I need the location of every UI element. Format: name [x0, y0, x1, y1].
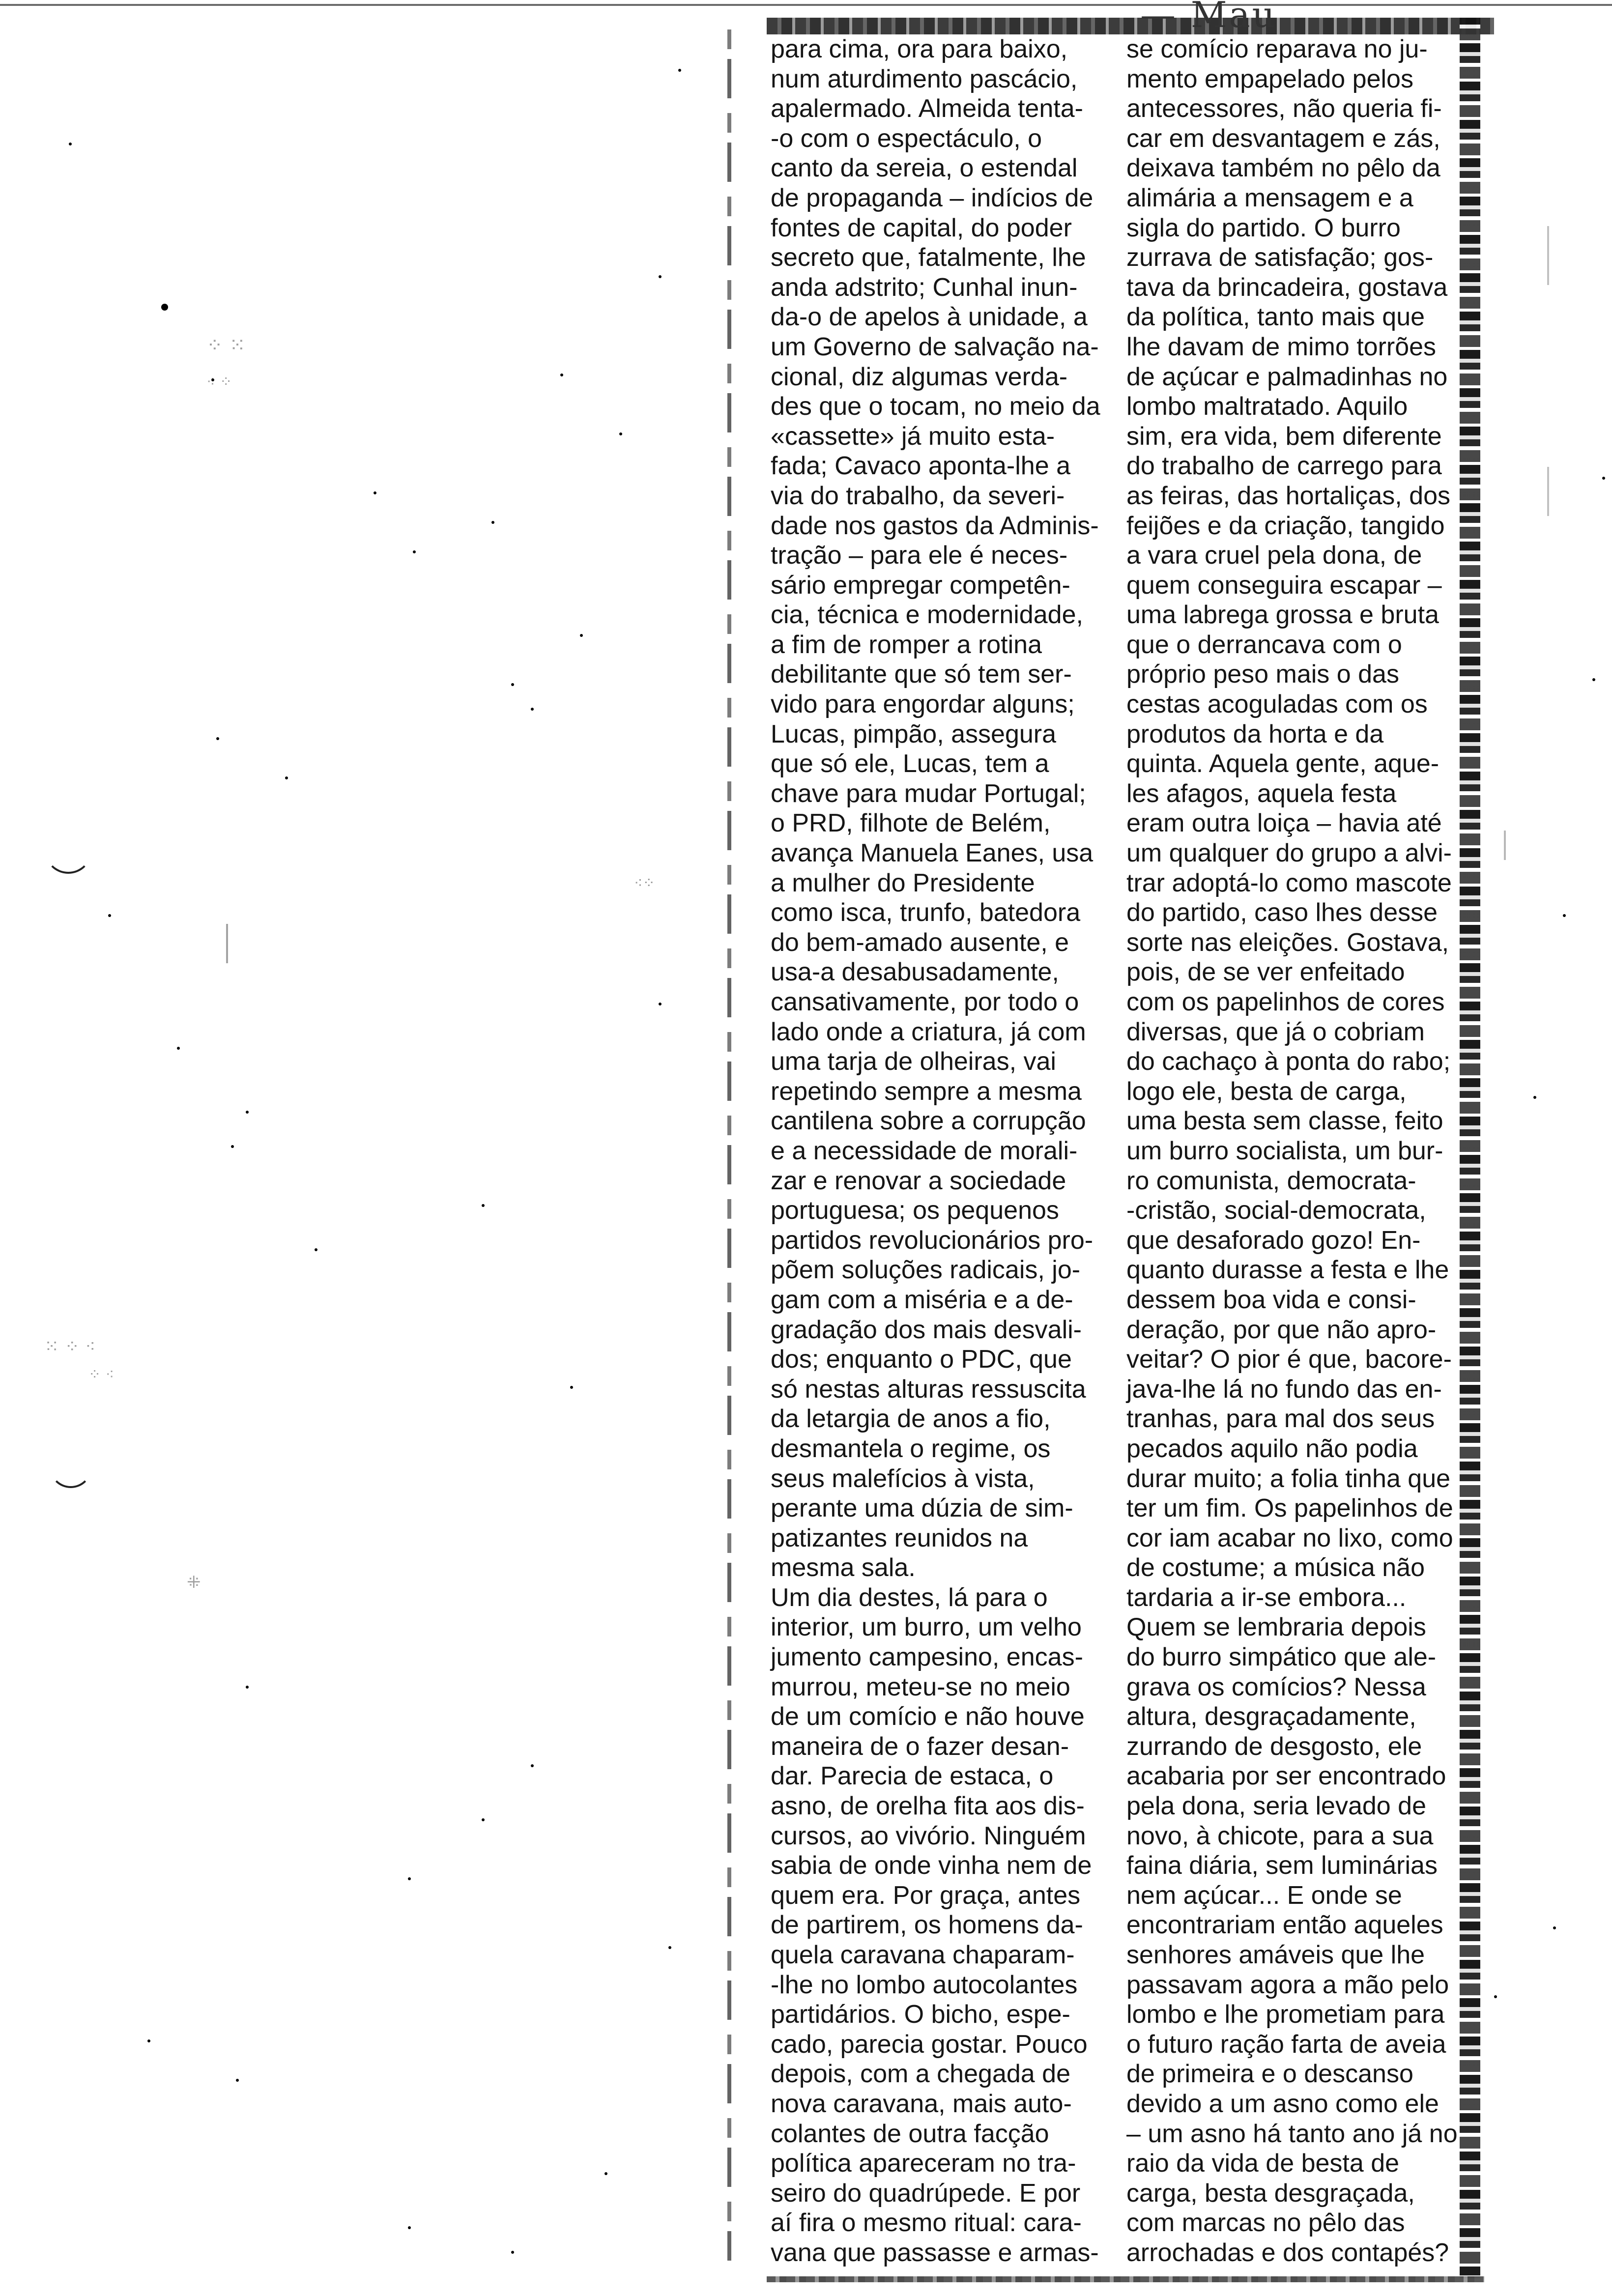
- scan-speck: [678, 69, 681, 72]
- scan-speck: [570, 1386, 573, 1389]
- scan-speck: [231, 1145, 234, 1148]
- scan-speck: [491, 521, 494, 524]
- column-right-paragraph-1: se comício reparava no ju- mento empapelado pelos antecessores, não queria fi- car em desvantagem e zás, deixava também no pêlo da alimária a mensagem e a sigla do partido. O burro zurrava de satisfação; gos- tava da brincadeira, gostava da política, tanto mais que lhe davam de mimo torrões de açúcar e palmadinhas no lombo maltratado. Aquilo sim, era vida, bem diferente do trabalho de carrego para as feiras, das hortaliças, dos feijões e da criação, tangido a vara cruel pela dona, de quem conseguira escapar – uma labrega grossa e bruta que o derrancava com o próprio peso mais o das cestas acoguladas com os produtos da horta e da quinta. Aquela gente, aque- les afagos, aquela festa eram outra loiça – havia até um qualquer do grupo a alvi- trar adoptá-lo como mascote do partido, caso lhes desse sorte nas eleições. Gostava, pois, de se ver enfeitado com os papelinhos de cores diversas, que já o cobriam do cachaço à ponta do rabo; logo ele, besta de carga, uma besta sem classe, feito um burro socialista, um bur- ro comunista, democrata- -cristão, social-democrata, que desaforado gozo! En- quanto durasse a festa e lhe dessem boa vida e consi- deração, por que não apro- veitar? O pior é que, bacore- java-lhe lá no fundo das en- tranhas, para mal dos seus pecados aquilo não podia durar muito; a folia tinha que ter um fim. Os papelinhos de cor iam acabar no lixo, como de costume; a música não tardaria a ir-se embora... Quem se lembraria depois do burro simpático que ale- grava os comícios? Nessa altura, desgraçadamente, zurrando de desgosto, ele acabaria por ser encontrado pela dona, seria levado de novo, à chicote, para a sua faina diária, sem luminárias nem açúcar... E onde se encontrariam então aqueles senhores amáveis que lhe passavam agora a mão pelo lombo e lhe prometiam para o futuro ração farta de aveia de primeira e o descanso devido a um asno como ele – um asno há tanto ano já no raio da vida de besta de carga, besta desgraçada, com marcas no pêlo das arrochadas e dos contapés?: [1126, 35, 1458, 2267]
- scan-speck: [108, 914, 111, 917]
- scan-speck: [560, 373, 563, 376]
- scan-speck: [531, 1764, 534, 1767]
- scan-noise-cluster: ⁘ ⁙: [206, 334, 246, 357]
- scan-speck: [147, 2039, 150, 2042]
- scan-speck: [1563, 914, 1566, 917]
- scan-speck: [315, 1248, 317, 1251]
- scan-speck: [246, 1111, 249, 1114]
- scan-speck: [619, 432, 622, 435]
- scan-speck: [1494, 1995, 1497, 1998]
- scan-noise-cluster: ⁜: [187, 1573, 201, 1592]
- article-column-left: [771, 34, 1115, 2268]
- scan-speck: [246, 1686, 249, 1689]
- scan-noise-cluster: ⁖ ⁘: [206, 373, 232, 391]
- scan-scratch: [226, 924, 228, 963]
- scan-speck: [1553, 1926, 1556, 1929]
- scan-scratch: [1504, 831, 1506, 860]
- punch-hole-shadow: [49, 1455, 92, 1488]
- column-left-paragraph-1: para cima, ora para baixo, num aturdimento pascácio, apalermado. Almeida tenta- -o com o espectáculo, o canto da sereia, o estendal de propaganda – indícios de fontes de capital, do poder secreto que, fatalmente, lhe anda adstrito; Cunhal inun- da-o de apelos à unidade, a um Governo de salvação na- cional, diz algumas verda- des que o tocam, no meio da «cassette» já muito esta- fada; Cavaco aponta-lhe a via do trabalho, da severi- dade nos gastos da Adminis- tração – para ele é neces- sário empregar competên- cia, técnica e modernidade, a fim de romper a rotina debilitante que só tem ser- vido para engordar alguns; Lucas, pimpão, assegura que só ele, Lucas, tem a chave para mudar Portugal; o PRD, filhote de Belém, avança Manuela Eanes, usa a mulher do Presidente como isca, trunfo, batedora do bem-amado ausente, e usa-a desabusadamente, cansativamente, por todo o lado onde a criatura, já com uma tarja de olheiras, vai repetindo sempre a mesma cantilena sobre a corrupção e a necessidade de morali- zar e renovar a sociedade portuguesa; os pequenos partidos revolucionários pro- põem soluções radicais, jo- gam com a miséria e a de- gradação dos mais desvali- dos; enquanto o PDC, que só nestas alturas ressuscita da letargia de anos a fio, desmantela o regime, os seus malefícios à vista, perante uma dúzia de sim- patizantes reunidos na mesma sala.: [771, 35, 1100, 1582]
- scan-speck: [604, 2172, 607, 2175]
- scan-speck: [580, 634, 583, 637]
- scan-noise-cluster: ⁙ ⁘ ⁖: [44, 1337, 96, 1357]
- scan-speck: [285, 776, 288, 779]
- scan-speck: [1602, 477, 1605, 480]
- scan-speck: [69, 143, 72, 145]
- column-left-paragraph-2: Um dia destes, lá para o interior, um burro, um velho jumento campesino, encas- murrou, meteu-se no meio de um comício e não houve maneira de o fazer desan- dar. Parecia de estaca, o asno, de orelha fita aos dis- cursos, ao vivório. Ninguém sabia de onde vinha nem de quem era. Por graça, antes de partirem, os homens da- quela caravana chaparam- -lhe no lombo autocolantes partidários. O bicho, espe- cado, parecia gostar. Pouco depois, com a chegada de nova caravana, mais auto- colantes de outra facção política apareceram no tra- seiro do quadrúpede. E por aí fira o mesmo ritual: cara- vana que passasse e armas-: [771, 1583, 1099, 2267]
- scan-noise-cluster: ⁖⁘: [634, 875, 655, 892]
- scan-speck: [216, 737, 219, 740]
- scan-speck: [511, 2251, 514, 2254]
- scan-speck: [408, 1877, 411, 1880]
- scan-speck: [1533, 1096, 1536, 1099]
- scan-speck: [511, 683, 514, 686]
- clipping-top-edge: [767, 18, 1494, 34]
- scan-speck: [413, 550, 416, 553]
- scan-scratch: [1547, 467, 1549, 516]
- scan-speck: [531, 708, 534, 711]
- scan-speck: [236, 2079, 239, 2082]
- scan-speck: [659, 275, 662, 278]
- punch-hole-shadow: [44, 835, 92, 874]
- scan-speck: [482, 1204, 485, 1207]
- scan-speck: [482, 1818, 485, 1821]
- scan-speck: [668, 1946, 671, 1949]
- scan-speck: [1592, 678, 1595, 681]
- scan-speck: [659, 1003, 662, 1005]
- clipping-left-edge: [727, 29, 731, 2261]
- scan-speck: [161, 304, 168, 311]
- scan-noise-cluster: ⁘ ⁖: [88, 1366, 115, 1383]
- scan-speck: [177, 1047, 180, 1050]
- scan-speck: [408, 2226, 411, 2229]
- scan-speck: [374, 491, 376, 494]
- clipping-bottom-edge: [767, 2276, 1484, 2282]
- article-column-right: [1126, 34, 1470, 2268]
- clipping-header-fragment: — Mau: [1140, 0, 1277, 35]
- scan-scratch: [1547, 226, 1549, 285]
